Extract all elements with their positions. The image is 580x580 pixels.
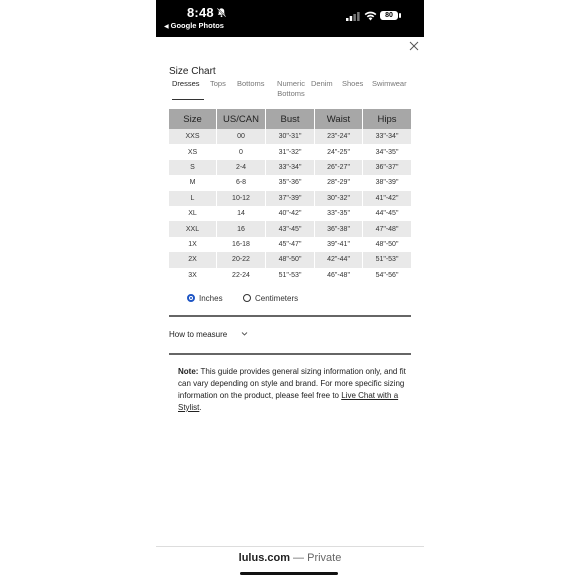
tab-swimwear[interactable]: Swimwear [372, 79, 407, 88]
modal-title: Size Chart [169, 66, 216, 77]
table-cell: 24"-25" [315, 144, 363, 159]
status-bar [156, 0, 424, 37]
tab-tops[interactable]: Tops [210, 79, 226, 88]
note-end: . [199, 403, 202, 412]
table-row [169, 144, 411, 159]
column-header-waist: Waist [315, 109, 363, 129]
chevron-down-icon[interactable] [241, 331, 248, 337]
table-cell: L [169, 191, 217, 206]
table-cell: XXL [169, 221, 217, 236]
divider-bottom [169, 353, 411, 355]
table-row [169, 221, 411, 236]
table-row [169, 206, 411, 221]
wifi-icon [364, 10, 377, 21]
column-header-size: Size [169, 109, 217, 129]
table-cell: 33"-35" [315, 206, 363, 221]
table-cell: 51"-53" [363, 252, 411, 267]
browser-mode: Private [307, 552, 342, 564]
size-chart-table [169, 109, 411, 283]
browser-bar-separator [156, 546, 424, 547]
battery-tip [399, 13, 401, 18]
column-header-bust: Bust [266, 109, 315, 129]
table-cell: 44"-45" [375, 210, 399, 218]
size-category-tabs [169, 79, 424, 101]
table-cell: 10-12 [217, 191, 266, 206]
table-cell: 48"-50" [375, 240, 399, 248]
table-cell: 30"-31" [266, 129, 315, 144]
table-cell: 23"-24" [315, 129, 363, 144]
radio-centimeters[interactable] [243, 294, 251, 302]
back-to-app-link[interactable] [164, 21, 224, 30]
browser-address-bar[interactable] [156, 552, 424, 564]
table-cell: 33"-34" [363, 129, 411, 144]
home-indicator[interactable] [240, 572, 338, 575]
table-cell: 22-24 [217, 268, 266, 283]
table-cell: 38"-39" [375, 179, 399, 187]
table-cell: S [169, 160, 217, 175]
bell-slash-icon [216, 7, 227, 18]
note-label: Note: [178, 367, 199, 376]
table-cell: 35"-36" [266, 175, 315, 190]
table-row [169, 268, 411, 283]
table-cell: XS [169, 144, 217, 159]
table-row [169, 160, 411, 175]
radio-centimeters-label[interactable]: Centimeters [255, 294, 299, 303]
active-tab-underline [172, 99, 204, 100]
table-cell: 39"-41" [315, 237, 363, 252]
status-time: 8:48 [187, 5, 214, 20]
table-cell: XXS [169, 129, 217, 144]
table-cell: 33"-34" [266, 160, 315, 175]
table-cell: 37"-39" [266, 191, 315, 206]
table-cell: 30"-32" [315, 191, 363, 206]
table-cell: 00 [217, 129, 266, 144]
table-cell: 46"-48" [315, 268, 363, 283]
table-cell: 26"-27" [315, 160, 363, 175]
tab-denim[interactable]: Denim [311, 79, 333, 88]
battery-indicator: 80 [380, 11, 398, 20]
column-header-us-can: US/CAN [217, 109, 266, 129]
radio-inches-label[interactable]: Inches [199, 294, 223, 303]
table-header-row [169, 109, 411, 129]
table-cell: 20-22 [217, 252, 266, 267]
table-cell: 14 [217, 206, 266, 221]
table-cell: 1X [169, 237, 217, 252]
how-to-measure-toggle[interactable]: How to measure [169, 330, 228, 339]
tab-bottoms[interactable]: Bottoms [237, 79, 265, 88]
table-row [169, 252, 411, 267]
table-cell: 36"-38" [315, 221, 363, 236]
table-cell: 45"-47" [266, 237, 315, 252]
table-cell: 36"-37" [363, 160, 411, 175]
table-cell: XL [169, 206, 217, 221]
table-cell: 16-18 [217, 237, 266, 252]
tab-shoes[interactable]: Shoes [342, 79, 364, 88]
table-cell: 40"-42" [266, 206, 315, 221]
table-cell: 41"-42" [363, 191, 411, 206]
table-row [169, 237, 411, 252]
table-cell: 2X [169, 252, 217, 267]
table-cell: 34"-35" [375, 148, 399, 156]
column-header-hips: Hips [363, 109, 411, 129]
table-cell: 2-4 [217, 160, 266, 175]
table-cell: 28"-29" [315, 175, 363, 190]
live-chat-link[interactable]: Live Chat with a Stylist [178, 391, 399, 412]
table-cell: 54"-56" [375, 271, 399, 279]
tab-numeric-bottoms[interactable]: Numeric Bottoms [277, 79, 305, 98]
table-cell: M [169, 175, 217, 190]
table-cell: 42"-44" [315, 252, 363, 267]
back-triangle-icon: ◀ [164, 24, 169, 30]
divider-top [169, 315, 411, 317]
table-cell: 6-8 [217, 175, 266, 190]
table-row [169, 175, 411, 190]
table-cell: 16 [217, 221, 266, 236]
browser-separator: — [289, 552, 308, 564]
browser-domain: lulus.com [238, 552, 290, 564]
radio-inches[interactable] [187, 294, 195, 302]
phone-screen [156, 0, 424, 580]
cellular-signal-icon [346, 12, 360, 21]
close-icon[interactable] [409, 41, 419, 51]
note-text: This guide provides general sizing information only, and fit can vary depending on style and brand. For more specific sizing information on the product, please feel free to [178, 367, 406, 400]
table-cell: 47"-48" [363, 221, 411, 236]
note-paragraph [178, 366, 406, 414]
table-cell: 48"-50" [266, 252, 315, 267]
table-cell: 51"-53" [266, 268, 315, 283]
table-row [169, 191, 411, 206]
table-row [169, 129, 411, 144]
table-cell: 3X [169, 268, 217, 283]
table-cell: 31"-32" [266, 144, 315, 159]
back-app-label: Google Photos [170, 21, 224, 30]
table-cell: 43"-45" [266, 221, 315, 236]
table-cell: 0 [217, 144, 266, 159]
tab-dresses[interactable]: Dresses [172, 79, 200, 88]
